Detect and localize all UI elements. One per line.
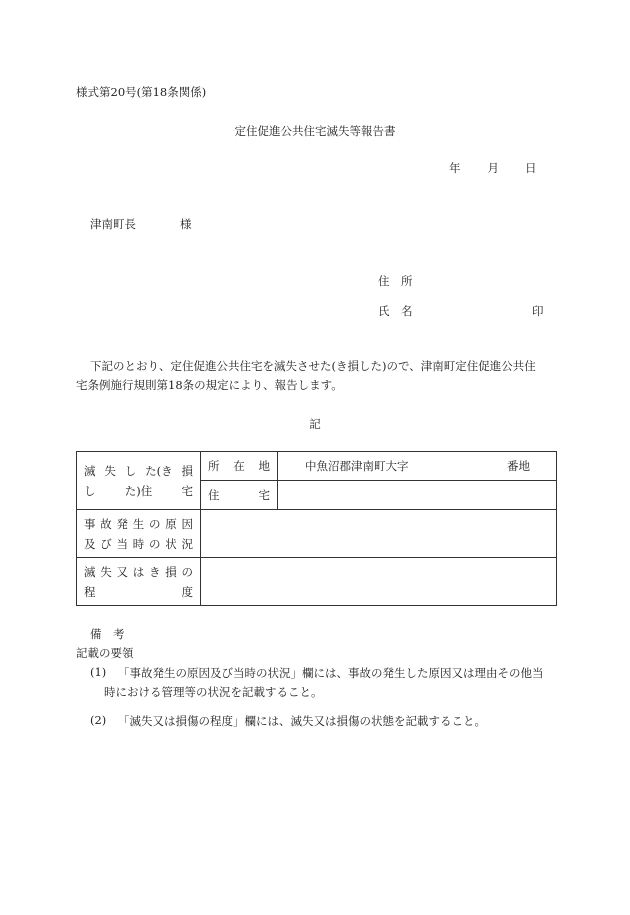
label-char: び (100, 536, 112, 551)
label-char: の (181, 564, 193, 579)
label-char: 及 (84, 536, 96, 551)
label-char: 宅 (258, 488, 270, 502)
label-char: 程 (84, 584, 96, 599)
accident-cause-label-line2 (84, 534, 193, 554)
label-char: 滅 (84, 564, 96, 579)
label-char: 在 (233, 459, 245, 473)
label-char: 損 (165, 564, 177, 579)
addressee-name: 津南町長 (90, 217, 136, 231)
date-year-label: 年 (449, 161, 461, 175)
damage-extent-label-line2 (84, 582, 193, 602)
label-char: 宅 (181, 483, 193, 498)
label-char: 地 (258, 459, 270, 473)
label-char: 当 (116, 536, 128, 551)
addressee (90, 216, 192, 232)
body-text-line2: 宅条例施行規則第18条の規定により、報告します。 (76, 378, 343, 392)
label-char: 原 (165, 516, 177, 531)
label-char: 失 (104, 463, 116, 478)
form-number: 様式第20号(第18条関係) (76, 85, 207, 99)
body-text-line1: 下記のとおり、定住促進公共住宅を滅失させた(き損した)ので、津南町定住促進公共住 (90, 359, 536, 373)
label-char: た(き (145, 463, 173, 478)
instruction-1-line2: 時における管理等の状況を記載すること。 (104, 685, 323, 699)
damage-extent-label-cell (77, 558, 201, 606)
house-value-cell[interactable] (278, 481, 557, 510)
label-char: し (84, 483, 96, 498)
label-char: 時 (132, 536, 145, 551)
lost-house-label-line2 (84, 481, 193, 501)
location-prefix: 中魚沼郡津南町大字 (305, 459, 409, 473)
label-char: 発 (116, 516, 128, 531)
location-value-cell[interactable] (278, 452, 557, 481)
label-char: き (149, 564, 161, 579)
label-char: 度 (181, 584, 193, 599)
seal-mark: 印 (532, 304, 544, 318)
location-label-cell (201, 452, 278, 481)
damage-extent-value-cell[interactable] (201, 558, 557, 606)
date-day-label: 日 (525, 161, 537, 175)
applicant-name-label: 氏 名 (378, 304, 413, 318)
label-char: は (132, 564, 145, 579)
label-char: 生 (132, 516, 145, 531)
label-char: た)住 (124, 483, 153, 498)
house-label-cell (201, 481, 278, 510)
instructions-heading: 記載の要領 (76, 646, 134, 660)
report-table (76, 451, 557, 606)
addressee-honorific: 様 (180, 217, 192, 231)
lost-house-label-line1 (84, 461, 193, 481)
label-char: 又 (116, 564, 128, 579)
instruction-2-number: (2) (90, 713, 107, 727)
label-char: 事 (84, 516, 96, 531)
label-char: の (149, 536, 161, 551)
date-month-label: 月 (487, 161, 499, 175)
label-char: 滅 (84, 463, 96, 478)
label-char: 損 (181, 463, 193, 478)
label-char: 故 (100, 516, 112, 531)
applicant-address-label: 住 所 (378, 274, 413, 288)
label-char: 因 (181, 516, 193, 531)
lost-house-label-cell (77, 452, 201, 510)
label-char: 況 (181, 536, 193, 551)
accident-cause-value-cell[interactable] (201, 510, 557, 558)
document-title: 定住促進公共住宅滅失等報告書 (234, 124, 396, 138)
date-line (449, 160, 537, 176)
ki-heading: 記 (309, 417, 321, 431)
label-char: 状 (165, 536, 177, 551)
location-suffix: 番地 (507, 459, 530, 473)
instruction-1-line1: 「事故発生の原因及び当時の状況」欄には、事故の発生した原因又は理由その他当 (118, 666, 544, 680)
label-char: し (124, 463, 137, 478)
remarks-label: 備 考 (90, 627, 125, 641)
accident-cause-label-line1 (84, 514, 193, 534)
instruction-1-number: (1) (90, 665, 107, 679)
label-char: の (149, 516, 161, 531)
label-char: 住 (208, 488, 220, 502)
damage-extent-label-line1 (84, 562, 193, 582)
label-char: 失 (100, 564, 112, 579)
label-char: 所 (208, 459, 220, 473)
instruction-2-text: 「滅失又は損傷の程度」欄には、滅失又は損傷の状態を記載すること。 (118, 714, 486, 728)
accident-cause-label-cell (77, 510, 201, 558)
